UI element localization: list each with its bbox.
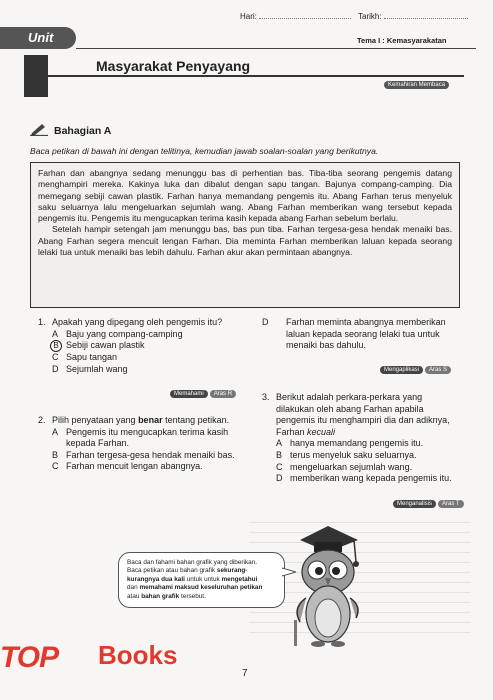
pencil-icon: [30, 122, 48, 141]
tema-label: Tema I : Kemasyarakatan: [357, 36, 447, 45]
question-2: [38, 415, 248, 473]
unit-number-box: [24, 55, 48, 97]
q3-badge-level: Aras T: [438, 500, 464, 508]
tarikh-blank: [384, 18, 468, 19]
q3-option-a[interactable]: A hanya memandang pengemis itu.: [276, 438, 424, 449]
q1-level-badges: [170, 390, 236, 398]
q3-level-badges: [393, 500, 464, 508]
question-3: [262, 392, 460, 485]
q2-option-d[interactable]: D Farhan meminta abangnya memberikan laluan kepada seorang lelaki tua untuk menaiki bas dahulu.: [262, 317, 446, 351]
page-number: 7: [242, 668, 248, 679]
hari-label: Hari:: [240, 12, 257, 21]
q3-option-d[interactable]: D memberikan wang kepada pengemis itu.: [276, 473, 452, 484]
unit-tab: [0, 27, 76, 49]
section-instruction: Baca petikan di bawah ini dengan telitinya, kemudian jawab soalan-soalan yang berikutnya.: [30, 146, 379, 156]
topbooks-logo-books: Books: [98, 640, 178, 670]
q3-badge-skill: Menganalisis: [393, 500, 436, 508]
q1-badge-skill: Memahami: [170, 390, 208, 398]
unit-title: Masyarakat Penyayang: [96, 58, 251, 74]
q3-stem: Berikut adalah perkara-perkara yang dilakukan oleh abang Farhan apabila pengemis itu menghampiri dia dan adiknya, Farhan kecuali: [276, 392, 450, 437]
selected-answer-circle: B: [50, 340, 62, 352]
q2-option-c[interactable]: C Farhan mencuit lengan abangnya.: [52, 461, 203, 472]
q2-level-badges: [380, 366, 451, 374]
q1-option-c[interactable]: C Sapu tangan: [52, 352, 118, 363]
tarikh-label: Tarikh:: [358, 12, 382, 21]
section-title: Bahagian A: [54, 125, 112, 137]
q1-option-a[interactable]: A Baju yang compang-camping: [52, 328, 183, 339]
tip-line-1: Baca dan fahami bahan grafik yang diberikan.: [127, 559, 258, 566]
tarikh-field: [358, 12, 468, 21]
question-1: [38, 317, 248, 375]
passage-paragraph-1: Farhan dan abangnya sedang menunggu bas di perhentian bas. Tiba-tiba seorang pengemis datang menghampiri mereka. Kakinya luka dan dibalut dengan sapu tangan. Bajunya compang-camping. Dia memegang sebiji cawan plastik. Farhan hanya memandang pengemis itu. Abang Farhan terus menyeluk saku seluarnya lalu mengeluarkan sejumlah wang. Abang Farhan memberikan wang tersebut kepada pengemis itu. Pengemis itu mengucapkan terima kasih kepada abang Farhan sebelum berlalu.: [38, 168, 452, 224]
q2-option-d-container: [262, 317, 460, 352]
q1-option-d[interactable]: D Sejumlah wang: [52, 363, 128, 374]
q2-badge-level: Aras S: [425, 366, 451, 374]
hari-blank: [259, 18, 351, 19]
unit-label: Unit: [28, 30, 54, 45]
q2-badge-skill: Mengaplikasi: [380, 366, 423, 374]
q3-option-c[interactable]: C mengeluarkan sejumlah wang.: [276, 461, 413, 472]
tip-line-3: dan memahami maksud keseluruhan petikan atau bahan grafik tersebut.: [127, 584, 263, 600]
q1-badge-level: Aras R: [210, 390, 236, 398]
topbooks-logo-top: TOP: [0, 641, 59, 674]
skill-badge: Kemahiran Membaca: [384, 81, 449, 89]
hari-field: [240, 12, 351, 21]
tip-line-2: Baca petikan atau bahan grafik sekurang-kurangnya dua kali untuk untuk mengetahui: [127, 567, 258, 583]
owl-mascot-icon: [292, 518, 364, 656]
q2-option-b[interactable]: B Farhan tergesa-gesa hendak menaiki bas.: [52, 449, 235, 460]
q2-stem: Pilih penyataan yang benar tentang petikan.: [52, 415, 230, 425]
q2-number: 2.: [38, 415, 46, 425]
q3-option-b[interactable]: B terus menyeluk saku seluarnya.: [276, 449, 417, 460]
reading-passage: [30, 162, 460, 308]
q3-number: 3.: [262, 392, 270, 402]
q2-option-a[interactable]: A Pengemis itu mengucapkan terima kasih kepada Farhan.: [52, 426, 229, 449]
q1-number: 1.: [38, 317, 46, 327]
tip-speech-bubble: [118, 552, 285, 608]
header-rule: [76, 48, 476, 49]
q1-stem: Apakah yang dipegang oleh pengemis itu?: [52, 317, 223, 327]
q1-option-b[interactable]: B Sebiji cawan plastik: [52, 340, 248, 352]
passage-paragraph-2: Setelah hampir setengah jam menunggu bas, bas pun tiba. Farhan tergesa-gesa hendak menaiki bas. Abang Farhan segera mencuit lengan Farhan. Dia meminta Farhan memberikan laluan kepada seorang lelaki tua untuk menaiki bas lebih dahulu. Farhan akur akan permintaan abangnya.: [38, 224, 452, 258]
